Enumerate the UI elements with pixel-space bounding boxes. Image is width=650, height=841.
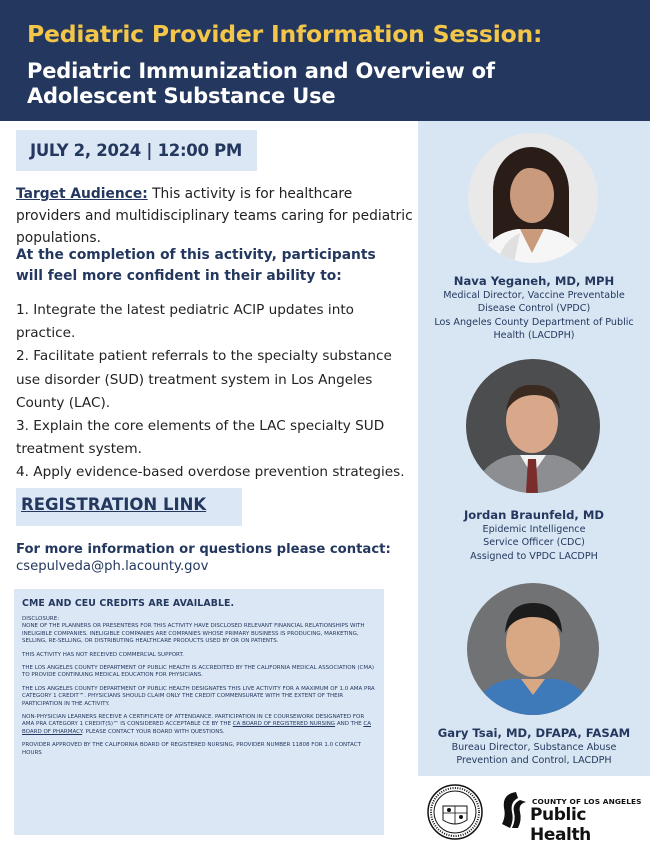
provider-paragraph: PROVIDER APPROVED BY THE CALIFORNIA BOARD OF REGISTERED NURSING, PROVIDER NUMBER 11808 FOR 1.0 CONTACT HOURS	[22, 742, 361, 756]
target-audience-label: Target Audience:	[16, 186, 148, 202]
subtitle-line-1: Pediatric Immunization and Overview of	[27, 59, 495, 83]
accreditation-paragraph: THE LOS ANGELES COUNTY DEPARTMENT OF PUBLIC HEALTH IS ACCREDITED BY THE CALIFORNIA MEDICAL ASSOCIATION (CMA) TO PROVIDE CONTINUING MEDICAL EDUCATION FOR PHYSICIANS.	[22, 665, 375, 679]
speaker-role-line: Service Officer (CDC)	[483, 537, 585, 549]
support-paragraph: THIS ACTIVITY HAS NOT RECEIVED COMMERCIAL SUPPORT.	[22, 651, 184, 658]
contact-info	[16, 541, 411, 575]
speaker-role-line: Epidemic Intelligence	[482, 524, 586, 535]
county-seal-icon	[427, 784, 483, 840]
nonphysician-paragraph	[22, 714, 376, 736]
speaker-name: Jordan Braunfeld, MD	[463, 508, 605, 522]
event-date-time: JULY 2, 2024 | 12:00 PM	[16, 130, 257, 171]
event-title: Pediatric Provider Information Session:	[27, 20, 543, 48]
speaker-photo-braunfeld	[466, 359, 600, 493]
event-subtitle	[27, 59, 636, 109]
pharmacy-board-link[interactable]: CA BOARD OF PHARMACY	[22, 721, 372, 735]
contact-email-link[interactable]: csepulveda@ph.lacounty.gov	[16, 559, 209, 574]
header-banner	[0, 0, 650, 121]
disclosure-paragraph	[22, 616, 376, 646]
objective-item: 3. Explain the core elements of the LAC specialty SUD treatment system.	[16, 418, 385, 458]
nonphysician-text-a: NON-PHYSICIAN LEARNERS RECEIVE A CERTIFICATE OF ATTENDANCE. PARTICIPATION IN CE COURSEWORK DESIGNATED FOR AMA PRA CATEGORY 1 CREDIT(S)™ IS CONSIDERED ACCEPTABLE CE BY THE	[22, 714, 365, 728]
target-audience-text: This activity is for healthcare providers and multidisciplinary teams caring for pediatric populations.	[16, 186, 413, 246]
nursing-board-link[interactable]: CA BOARD OF REGISTERED NURSING	[232, 721, 336, 728]
nonphysician-text-b: AND THE	[335, 721, 364, 728]
outcomes-heading: At the completion of this activity, participants will feel more confident in their ability to:	[16, 247, 376, 284]
speaker-card-tsai	[418, 726, 650, 768]
speaker-portrait-2	[466, 359, 600, 493]
logo-footer	[418, 776, 650, 841]
speaker-role-line: Assigned to VPDC LACDPH	[470, 550, 598, 562]
disclosure-label: DISCLOSURE:	[22, 616, 60, 622]
speaker-name: Nava Yeganeh, MD, MPH	[453, 274, 615, 288]
speaker-portrait-3	[467, 583, 599, 715]
disclosure-text: NONE OF THE PLANNERS OR PRESENTERS FOR THIS ACTIVITY HAVE DISCLOSED RELEVANT FINANCIAL RELATIONSHIPS WITH INELIGIBLE COMPANIES. INELIGIBLE COMPANIES ARE COMPANIES WHOSE PRIMARY BUSINESS IS PRODUCING, MARKETING, SELLING, RE-SELLING, OR DISTRIBUTING HEALTHCARE PRODUCTS USED BY OR ON PATIENTS.	[22, 623, 365, 645]
registration-link[interactable]: REGISTRATION LINK	[21, 495, 207, 514]
speaker-card-yeganeh	[418, 274, 650, 343]
target-audience	[16, 183, 416, 249]
public-health-logo-icon	[498, 790, 532, 830]
registration-box	[16, 488, 242, 526]
designation-paragraph: THE LOS ANGELES COUNTY DEPARTMENT OF PUBLIC HEALTH DESIGNATES THIS LIVE ACTIVITY FOR A MAXIMUM OF 1.0 AMA PRA CATEGORY 1 CREDIT™. PHYSICIANS SHOULD CLAIM ONLY THE CREDIT COMMENSURATE WITH THE EXTENT OF THEIR PARTICIPATION IN THE ACTIVITY.	[22, 685, 375, 707]
credits-heading: CME AND CEU CREDITS ARE AVAILABLE.	[22, 598, 235, 609]
public-health-wordmark: Public Health	[530, 805, 591, 841]
objective-item: 4. Apply evidence-based overdose prevention strategies.	[16, 464, 405, 481]
speaker-role-line: Medical Director, Vaccine Preventable	[443, 290, 625, 301]
speaker-role-line: Bureau Director, Substance Abuse	[451, 742, 617, 753]
subtitle-line-2: Adolescent Substance Use	[27, 84, 336, 108]
speaker-name: Gary Tsai, MD, DFAPA, FASAM	[437, 726, 631, 740]
speaker-card-braunfeld	[418, 508, 650, 563]
speaker-photo-tsai	[467, 583, 599, 715]
speaker-role-line: Disease Control (VPDC)	[477, 303, 591, 315]
objective-item: 2. Facilitate patient referrals to the specialty substance use disorder (SUD) treatment system in Los Angeles County (LAC).	[16, 348, 392, 411]
speaker-role-line: Health (LACDPH)	[493, 330, 575, 342]
speaker-portrait-1	[468, 133, 598, 263]
objective-item: 1. Integrate the latest pediatric ACIP updates into practice.	[16, 302, 354, 342]
county-label: COUNTY OF LOS ANGELES	[532, 797, 642, 806]
objectives-list	[16, 299, 416, 485]
contact-text: For more information or questions please contact:	[16, 542, 391, 557]
speaker-role-line: Prevention and Control, LACDPH	[456, 755, 612, 767]
nonphysician-text-c: . PLEASE CONTACT YOUR BOARD WITH QUESTIONS.	[82, 728, 225, 735]
credits-box	[14, 589, 384, 835]
speaker-role-line: Los Angeles County Department of Public	[434, 316, 634, 328]
speaker-photo-yeganeh	[468, 133, 598, 263]
